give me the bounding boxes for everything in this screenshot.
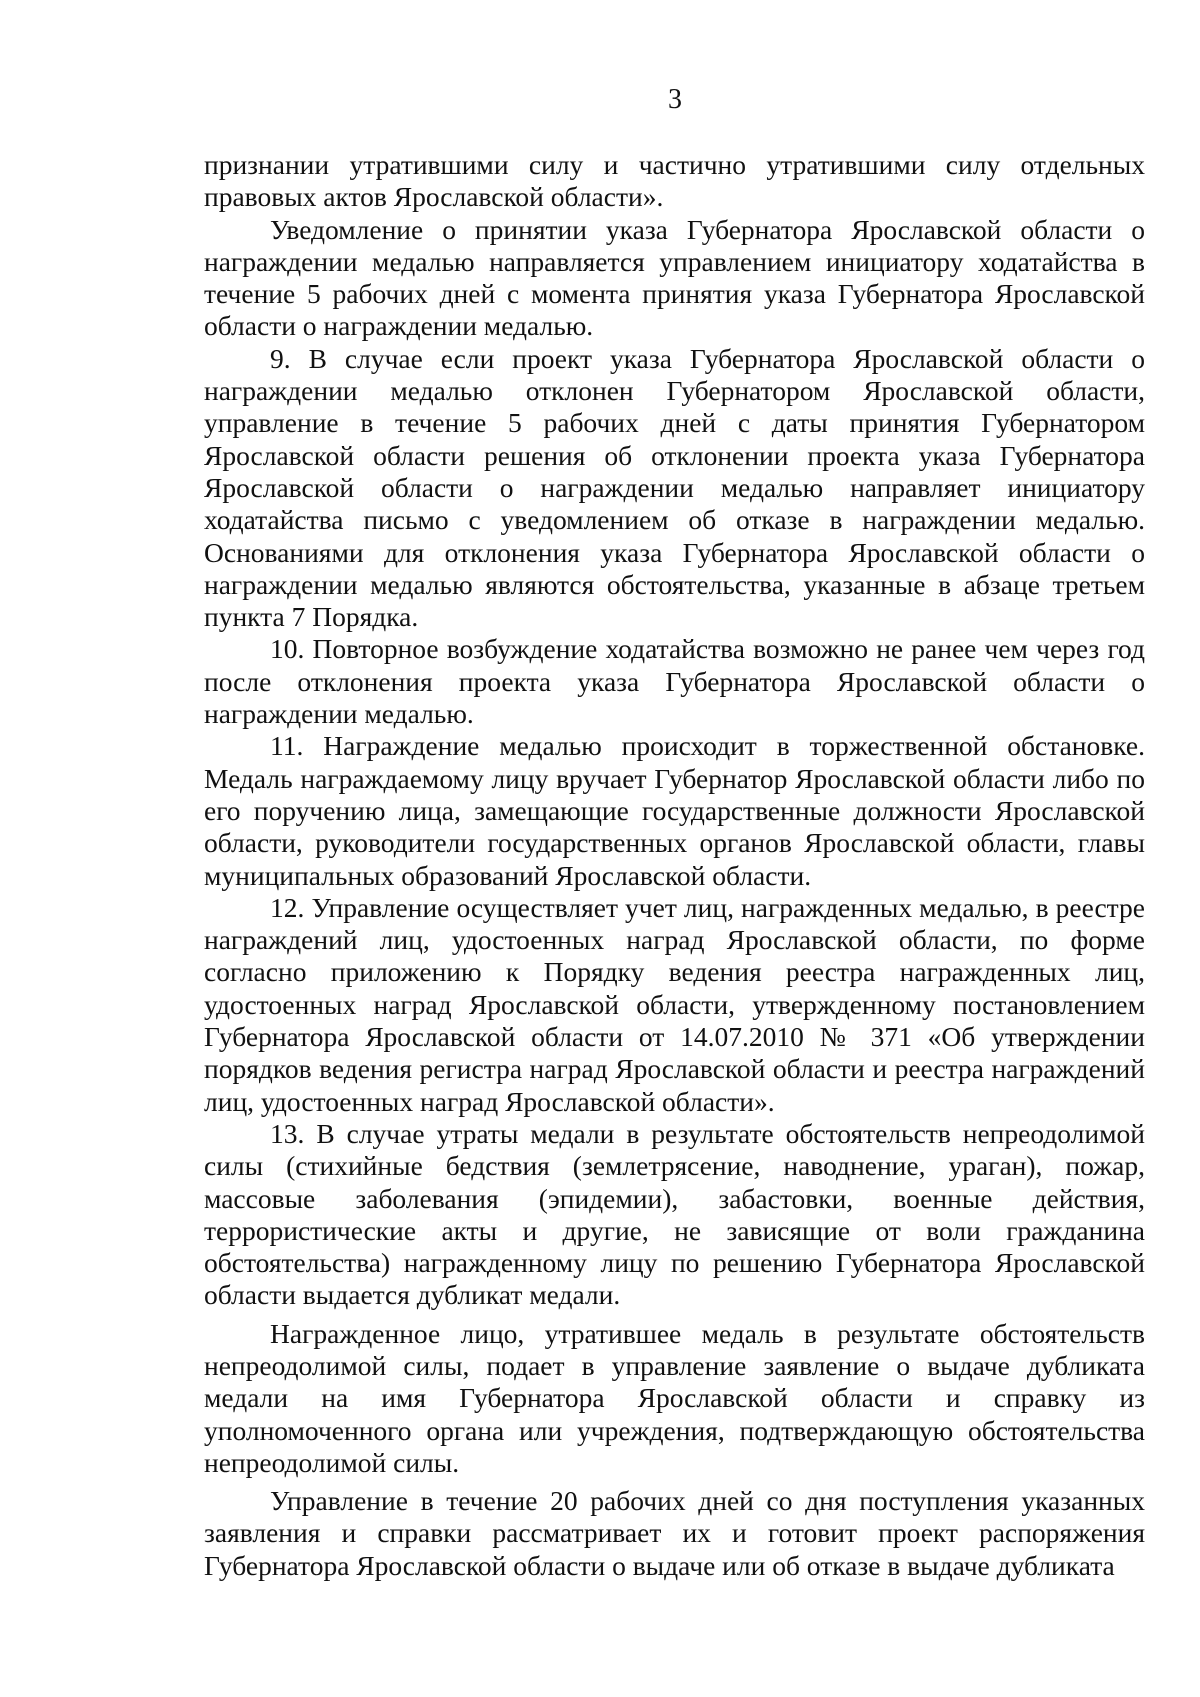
page-number: 3 xyxy=(668,84,682,115)
paragraph-duplicate-processing: Управление в течение 20 рабочих дней со дня поступления указанных заявления и справки рассматривает их и готовит проект распоряжения Губернатора Ярославской области о выдаче или об отказе в выдаче дубликата xyxy=(204,1485,1145,1581)
paragraph-item-9: 9. В случае если проект указа Губернатора Ярославской области о награждении медалью отклонен Губернатором Ярославской области, управление в течение 5 рабочих дней с даты принятия Губернатором Ярославской области решения об отклонении проекта указа Губернатора Ярославской области о награждении медалью направляет инициатору ходатайства письмо с уведомлением об отказе в награждении медалью. Основаниями для отклонения указа Губернатора Ярославской области о награждении медалью являются обстоятельства, указанные в абзаце третьем пункта 7 Порядка. xyxy=(204,342,1145,633)
document-body xyxy=(204,149,1145,1582)
paragraph-item-13: 13. В случае утраты медали в результате обстоятельств непреодолимой силы (стихийные бедствия (землетрясение, наводнение, ураган), пожар, массовые заболевания (эпидемии), забастовки, военные действия, террористические акты и другие, не зависящие от воли гражданина обстоятельства) награжденному лицу по решению Губернатора Ярославской области выдается дубликат медали. xyxy=(204,1117,1145,1311)
paragraph-item-12: 12. Управление осуществляет учет лиц, награжденных медалью, в реестре награждений лиц, удостоенных наград Ярославской области, по форме согласно приложению к Порядку ведения реестра награжденных лиц, удостоенных наград Ярославской области, утвержденному постановлением Губернатора Ярославской области от 14.07.2010 № 371 «Об утверждении порядков ведения регистра наград Ярославской области и реестра награждений лиц, удостоенных наград Ярославской области». xyxy=(204,891,1145,1117)
paragraph-continuation: признании утратившими силу и частично утратившими силу отдельных правовых актов Ярославской области». xyxy=(204,149,1145,213)
paragraph-item-11: 11. Награждение медалью происходит в торжественной обстановке. Медаль награждаемому лицу вручает Губернатор Ярославской области либо по его поручению лица, замещающие государственные должности Ярославской области, руководители государственных органов Ярославской области, главы муниципальных образований Ярославской области. xyxy=(204,730,1145,891)
paragraph-notification: Уведомление о принятии указа Губернатора Ярославской области о награждении медалью направляется управлением инициатору ходатайства в течение 5 рабочих дней с момента принятия указа Губернатора Ярославской области о награждении медалью. xyxy=(204,213,1145,342)
paragraph-duplicate-application: Награжденное лицо, утратившее медаль в результате обстоятельств непреодолимой силы, подает в управление заявление о выдаче дубликата медали на имя Губернатора Ярославской области и справку из уполномоченного органа или учреждения, подтверждающую обстоятельства непреодолимой силы. xyxy=(204,1317,1145,1478)
paragraph-item-10: 10. Повторное возбуждение ходатайства возможно не ранее чем через год после отклонения проекта указа Губернатора Ярославской области о награждении медалью. xyxy=(204,633,1145,730)
